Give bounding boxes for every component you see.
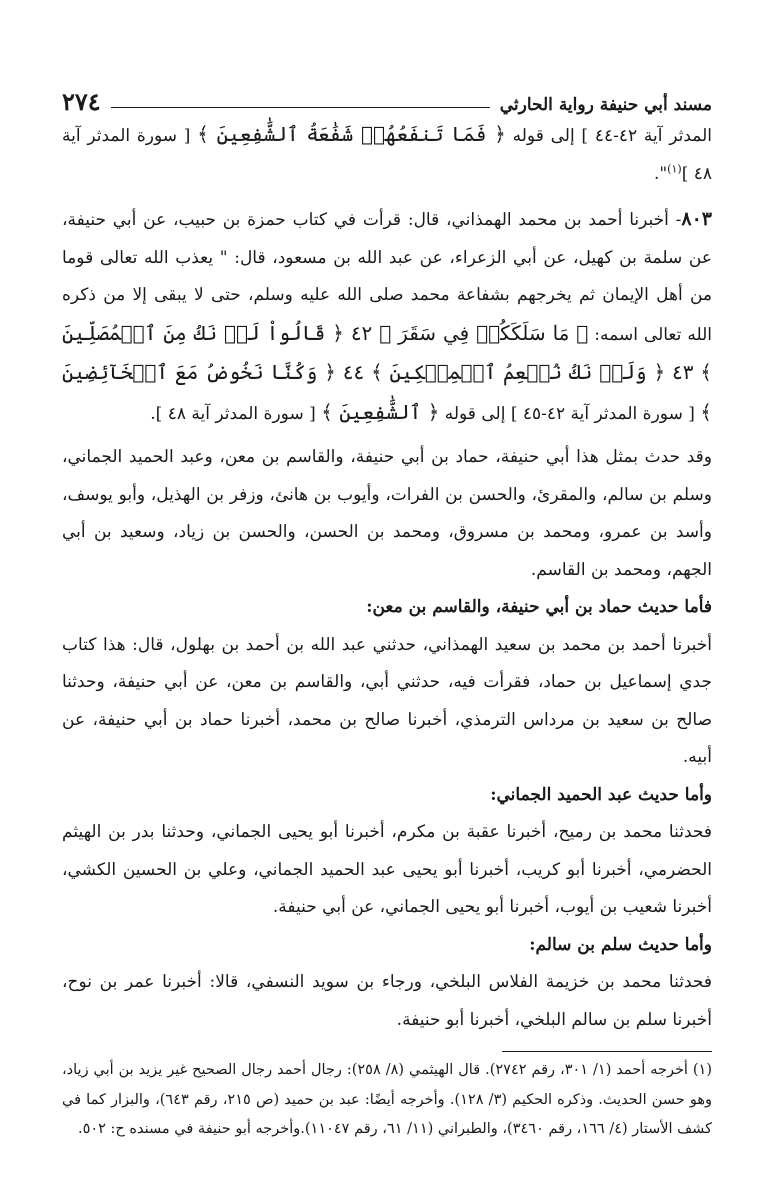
footnotes: [62, 1056, 712, 1145]
text-run: [ سورة المدثر آية ٤٨ ]: [62, 126, 712, 184]
hadith-number: ٨٠٣: [681, 208, 712, 230]
book-title: مسند أبي حنيفة رواية الحارثي: [499, 95, 712, 115]
main-text: [62, 116, 712, 1039]
book-page: [62, 84, 712, 1145]
text-run: [ سورة المدثر آية ٤٨ ].: [150, 403, 322, 424]
text-run: [ سورة المدثر آية ٤٢-٤٥ ] إلى قوله: [439, 403, 701, 424]
footnote-rule: [502, 1051, 712, 1052]
footnote-1: (١) أخرجه أحمد (١/ ٣٠١، رقم ٢٧٤٢). قال الهيثمي (٨/ ٢٥٨): رجال أحمد رجال الصحيح غير يزيد بن أبي زياد، وهو حسن الحديث. وذكره الحكيم (٣/ ١٢٨). وأخرجه أيضًا: عبد بن حميد (ص ٢١٥، رقم ٦٤٣)، والبزار كما في كشف الأستار (٤/ ١٦٦، رقم ٣٤٦٠)، والطبراني (١١/ ٦١، رقم ١١٠٤٧).وأخرجه أبو حنيفة في مسنده ح: ٥٠٢.: [62, 1062, 713, 1137]
section-heading-hammad: فأما حديث حماد بن أبي حنيفة، والقاسم بن معن:: [366, 597, 712, 617]
paragraph-hammad: أخبرنا أحمد بن محمد بن سعيد الهمذاني، حدثني عبد الله بن أحمد بن بهلول، قال: هذا كتاب جدي إسماعيل بن حماد، فقرأت فيه، حدثني أبي، والقاسم بن معن، عن أبي حنيفة، وحدثنا صالح بن سعيد بن مرداس الترمذي، أخبرنا صالح بن محمد، أخبرنا حماد بن أبي حنيفة، عن أبيه.: [62, 634, 712, 767]
quran-verse: ﴿ فَمَا تَنفَعُهُمۡ شَفَٰعَةُ ٱلشَّٰفِعِينَ ﴾: [197, 122, 506, 146]
header-rule: [111, 107, 490, 108]
paragraph-abdulhamid: فحدثنا محمد بن رميح، أخبرنا عقبة بن مكرم، أخبرنا أبو يحيى الجماني، وحدثنا بدر بن الهيثم الحضرمي، أخبرنا أبو كريب، أخبرنا أبو يحيى عبد الحميد الجماني، وعلي بن الحسين الكشي، أخبرنا شعيب بن أيوب، أخبرنا أبو يحيى الجماني، عن أبي حنيفة.: [62, 822, 712, 917]
running-header: [62, 84, 712, 114]
hadith-803: [62, 201, 712, 433]
paragraph-salm: فحدثنا محمد بن خزيمة الفلاس البلخي، ورجاء بن سويد النسفي، قالا: أخبرنا عمر بن نوح، أخبرنا سلم بن سالم البلخي، أخبرنا أبو حنيفة.: [62, 972, 712, 1030]
paragraph-continuation: [62, 116, 712, 193]
text-run: ".: [653, 163, 668, 184]
section-heading-salm: وأما حديث سلم بن سالم:: [529, 934, 712, 955]
page-number: ٢٧٤: [62, 87, 101, 116]
footnote-marker[interactable]: (١): [667, 161, 682, 175]
paragraph-narrators: وقد حدث بمثل هذا أبي حنيفة، حماد بن أبي حنيفة، والقاسم بن معن، وعبد الحميد الجماني، وسلم بن سالم، والمقرئ، والحسن بن الفرات، وأيوب بن هانئ، وزفر بن الهذيل، وأبو يوسف، وأسد بن عمرو، ومحمد بن مسروق، ومحمد بن الحسن، والحسن بن زياد، وسعيد بن أبي الجهم، ومحمد بن القاسم.: [62, 447, 712, 580]
text-run: المدثر آية ٤٢-٤٤ ] إلى قوله: [505, 126, 712, 146]
section-heading-abdulhamid: وأما حديث عبد الحميد الجماني:: [490, 784, 712, 805]
quran-verse: ﴿ ٱلشَّٰفِعِينَ ﴾: [321, 399, 440, 424]
quran-verse: ﴿ مَا سَلَكَكُمۡ فِي سَقَرَ ﴾ ٤٢ ﴿ قَالُواْ لَمۡ نَكُ مِنَ ٱلۡمُصَلِّينَ ﴾ ٤٣ ﴿ وَلَمۡ نَكُ نُطۡعِمُ ٱلۡمِسۡكِينَ ﴾ ٤٤ ﴿ وَكُنَّا نَخُوضُ مَعَ ٱلۡخَآئِضِينَ ﴾: [62, 320, 712, 424]
text-run: - أخبرنا أحمد بن محمد الهمذاني، قال: قرأت في كتاب حمزة بن حبيب، عن أبي حنيفة، عن سلمة بن كهيل، عن أبي الزعراء، عن عبد الله بن مسعود، قال: " يعذب الله تعالى قوما من أهل الإيمان ثم يخرجهم بشفاعة محمد صلى الله عليه وسلم، حتى لا يبقى إلا من ذكره الله تعالى اسمه:: [62, 210, 712, 345]
